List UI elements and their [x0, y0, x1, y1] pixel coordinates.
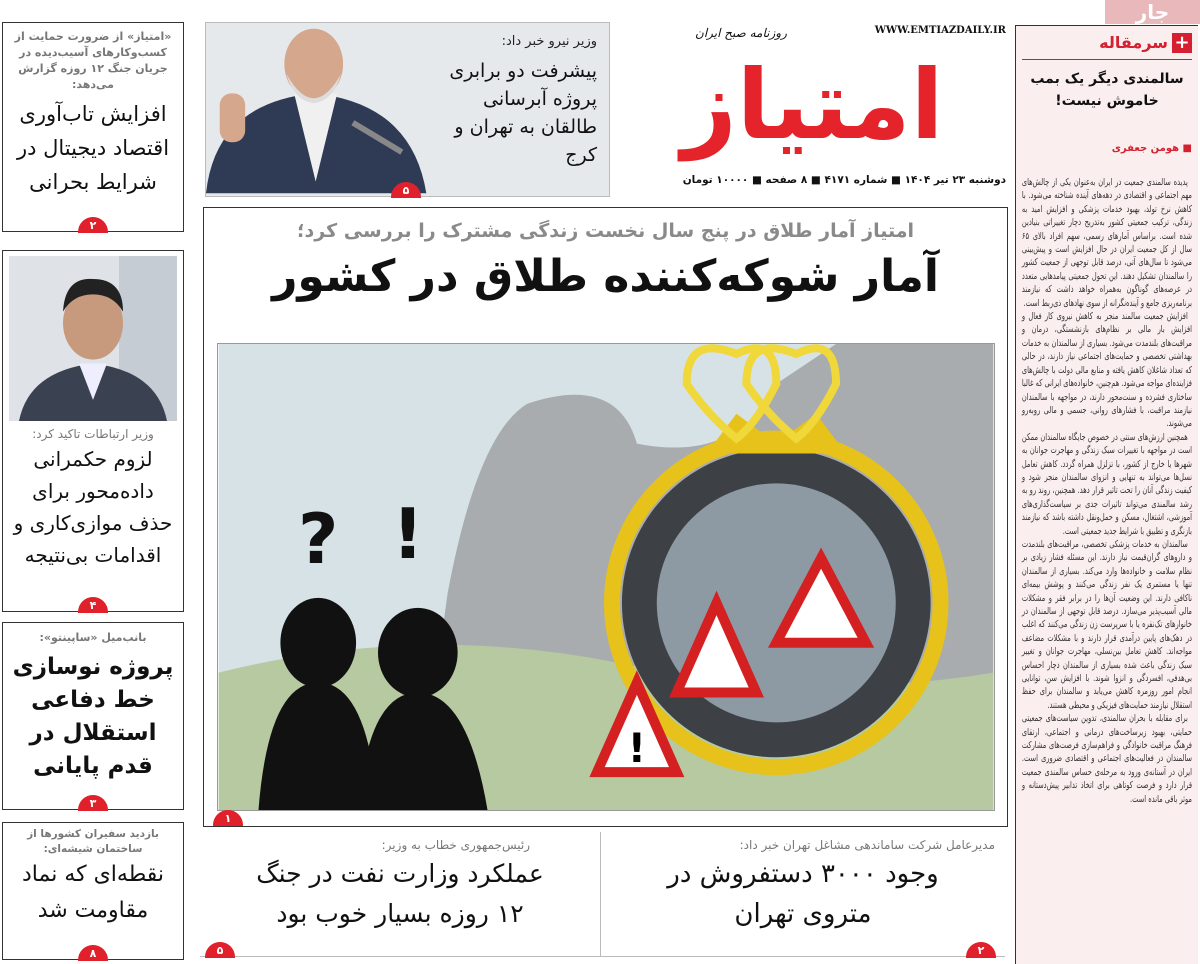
masthead [615, 22, 1010, 197]
page-badge: ۲ [78, 217, 108, 233]
dateline: دوشنبه ۲۳ تیر ۱۴۰۴ ■ شماره ۴۱۷۱ ■ ۸ صفحه ■ ۱۰۰۰۰ تومان [682, 174, 1006, 186]
section-label: سرمقاله [1099, 33, 1168, 52]
kicker: وزیر نیرو خبر داد: [501, 34, 597, 49]
paragraph: برای مقابله با بحران سالمندی، تدوین سیاست‌های جمعیتی حمایتی، بهبود زیرساخت‌های درمانی و اجتماعی، ارتقای فرهنگ مراقبت خانوادگی و فراهم‌سازی فرصت‌های مشارکت سالمندان در فعالیت‌های اجتماعی و اقتصادی ضروری است. ایران در آستانه‌ی ورود به مرحله‌ی حساس سالمندی جمعیت قرار دارد و فرصت کوتاهی برای اتخاذ تدابیر پیش‌دستانه و موثر باقی مانده است. [1021, 713, 1192, 805]
author [1022, 142, 1192, 158]
main-headline: آمار شوکه‌کننده طلاق در کشور [272, 251, 939, 302]
kicker: آمار طلاق در پنج سال نخست زندگی مشترک را بررسی کرد؛ [296, 220, 856, 242]
svg-text:!: ! [391, 494, 424, 576]
page-badge: ۲ [966, 942, 996, 958]
kicker: بانب‌میل «ساپینتو»: [39, 631, 147, 644]
svg-text:?: ? [298, 499, 339, 581]
paragraph: سالمندان به خدمات پزشکی تخصصی، مراقبت‌های بلندمدت و داروهای گران‌قیمت نیاز دارند. این مسئله فشار زیادی بر نظام سلامت و خانواده‌ها وارد می‌کند. بسیاری از سالمندان تنها یا مستمری یک نفر زندگی می‌کنند و پوشش بیمه‌ای ناکافی دارند. این وضعیت آن‌ها را در برابر فقر و مشکلات مالی آسیب‌پذیر می‌سازد. درصد قابل توجهی از سالمندان در خانوارهای تک‌نفره یا با سرپرست زن زندگی می‌کنند که اغلب در دهک‌های پایین درآمدی قرار دارند و با مشکلات مضاعف مواجه‌اند. کاهش تعامل بین‌نسلی، مهاجرت جوانان و تغییر سبک زندگی باعث شده بسیاری از سالمندان دچار احساس بی‌هدفی، افسردگی و انزوا شوند. با افزایش سن، توانایی انجام امور روزمره کاهش می‌یابد و سالمندان برای حفظ استقلال نیازمند حمایت‌های فیزیکی و محیطی هستند. [1021, 538, 1192, 711]
bullet-icon: ■ [1179, 143, 1192, 154]
page-badge: ۸ [78, 945, 108, 961]
kicker: مدیرعامل شرکت ساماندهی مشاغل تهران خبر داد: [739, 838, 995, 852]
divorce-cartoon [217, 343, 995, 811]
paragraph: افزایش جمعیت سالمند منجر به کاهش نیروی کار فعال و افزایش بار مالی بر نظام‌های بازنشستگی، درمان و مراقبت‌های بلندمدت می‌شود. بسیاری از سالمندان به خدمات بهداشتی تخصصی و حمایت‌های اجتماعی نیاز دارند، در حالی که تعداد شاغلان کاهش یافته و منابع مالی دولت با چالش‌های فزاینده‌ای مواجه می‌شود. هم‌چنین، خانواده‌های ایرانی که غالبا ساختاری فشرده و سنت‌محور دارند، در مواجهه با سالمندان نیازمند مراقبت، با فشارهای روانی، جسمی و مالی روبه‌رو می‌شوند. [1021, 311, 1192, 430]
headline: وجود ۳۰۰۰ دستفروش در متروی تهران [667, 859, 939, 929]
headline: افزایش تاب‌آوری اقتصاد دیجیتال در شرایط بحرانی [16, 102, 170, 194]
paragraph: همچنین ارزش‌های سنتی در خصوص جایگاه سالمندان ممکن است در مواجهه با تغییرات سبک زندگی و مهاجرت جوانان به شهرها یا خارج از کشور، با تزلزل همراه گردد. کاهش تعامل نسل‌ها می‌تواند به تنهایی و انزوای سالمندان منجر شود و کیفیت زندگی آنان را تحت تاثیر قرار دهد. همچنین، روند رو به رشد سالمندی می‌تواند تاثیرات جدی بر سیاست‌گذاری‌های آموزشی، اشتغال، مسکن و حمل‌ونقل داشته باشد که نیازمند بازنگری و تطبیق با شرایط جدید جمعیتی است. [1021, 431, 1192, 537]
logo: امتیاز [681, 49, 944, 161]
bottom-story-left[interactable] [200, 832, 600, 957]
editorial-title: سالمندی دیگر یک بمب خاموش نیست! [1030, 71, 1184, 109]
minister-photo [206, 23, 441, 195]
page-badge: ۵ [391, 182, 421, 198]
svg-text:!: ! [627, 726, 646, 773]
left-story-2[interactable] [2, 250, 184, 612]
paragraph: پدیده سالمندی جمعیت در ایران به‌عنوان یکی از چالش‌های مهم اجتماعی و اقتصادی در دهه‌های آینده شناخته می‌شود. با کاهش نرخ تولد، بهبود خدمات پزشکی و افزایش امید به زندگی، ترکیب جمعیتی کشور به‌تدریج دچار تغییراتی بنیادین شده است. براساس آمارهای رسمی، سهم افراد بالای ۶۵ سال از کل جمعیت ایران در حال افزایش است و پیش‌بینی می‌شود تا سال‌های آتی، درصد قابل توجهی از جمعیت کشور را سالمندان تشکیل دهند. این تحول جمعیتی پیامدهایی متعدد در عرصه‌های گوناگون به‌همراه خواهد داشت که نیازمند برنامه‌ریزی جامع و آینده‌نگرانه از سوی نهادهای ذی‌ربط است. [1021, 177, 1192, 309]
kicker: وزیر ارتباطات تاکید کرد: [32, 427, 154, 441]
editorial-section [1022, 26, 1192, 60]
left-story-4[interactable] [2, 822, 184, 960]
website: WWW.EMTIAZDAILY.IR [874, 25, 1006, 36]
bottom-story-right[interactable] [600, 832, 1005, 957]
author-name: هومن جعفری [1111, 143, 1180, 154]
main-story[interactable] [203, 207, 1008, 827]
left-story-3[interactable] [2, 622, 184, 810]
headline: نقطه‌ای که نماد مقاومت شد [21, 862, 165, 923]
editorial-body [1022, 176, 1192, 806]
kicker: رئیس‌جمهوری خطاب به وزیر: [381, 838, 530, 852]
watermark: جار [1105, 0, 1200, 24]
tagline: روزنامه صبح ایران [695, 26, 787, 40]
page-badge: ۱ [213, 810, 243, 826]
headline: لزوم حکمرانی داده‌محور برای حذف موازی‌کاری و اقدامات بی‌نتیجه [13, 447, 173, 567]
minister-photo [9, 256, 177, 421]
brand-logo: امتیاز [862, 220, 915, 242]
page-badge: ۵ [205, 942, 235, 958]
main-kicker [204, 218, 1007, 244]
page-badge: ۴ [78, 597, 108, 613]
editorial[interactable] [1015, 25, 1198, 964]
headline: عملکرد وزارت نفت در جنگ ۱۲ روزه بسیار خوب بود [256, 859, 544, 928]
headline: پیشرفت دو برابری پروژه آبرسانی طالقان به تهران و کرج [449, 60, 597, 166]
left-story-1[interactable] [2, 22, 184, 232]
top-story[interactable] [205, 22, 610, 197]
kicker: بازدید سفیران کشورها از ساختمان شیشه‌ای: [27, 828, 159, 855]
headline: پروژه نوسازی خط دفاعی استقلال در قدم پایانی [12, 654, 174, 779]
plus-icon: + [1172, 33, 1192, 53]
page-badge: ۳ [78, 795, 108, 811]
kicker: «امتیاز» از ضرورت حمایت از کسب‌وکارهای آسیب‌دیده در جریان جنگ ۱۲ روزه گزارش می‌دهد: [14, 30, 172, 91]
